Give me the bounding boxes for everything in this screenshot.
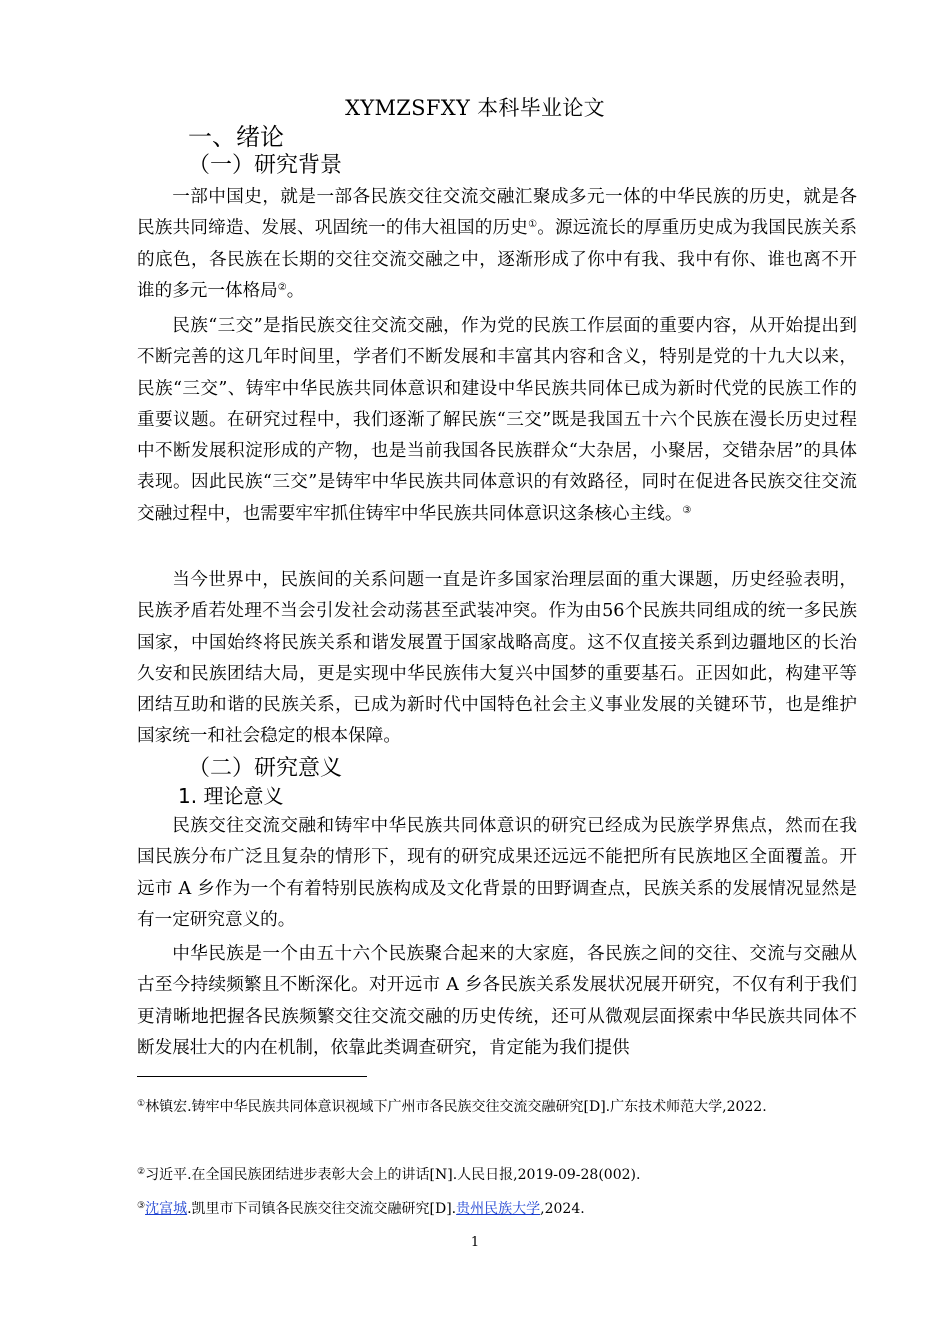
page-number: 1	[470, 1235, 480, 1250]
paragraph-significance-2: 中华民族是一个由五十六个民族聚合起来的大家庭，各民族之间的交往、交流与交融从古至今持续频繁且不断深化。对开远市 A 乡各民族关系发展状况展开研究，不仅有利于我们更清晰地把握各民族频繁交往交流交融的历史传统，还可从微观层面探索中华民族共同体不断发展壮大的内在机制，依靠此类调查研究，肯定能为我们提供	[137, 944, 857, 1058]
footnote-3: ③沈富城.凯里市下司镇各民族交往交流交融研究[D].贵州民族大学,2024.	[137, 1201, 585, 1217]
page-header: XYMZSFXY 本科毕业论文	[345, 96, 605, 120]
paragraph-significance-1: 民族交往交流交融和铸牢中华民族共同体意识的研究已经成为民族学界焦点，然而在我国民族分布广泛且复杂的情形下，现有的研究成果还远远不能把所有民族地区全面覆盖。开远市 A 乡作为一个有着特别民族构成及文化背景的田野调查点，民族关系的发展情况显然是有一定研究意义的。	[137, 816, 857, 930]
author-link[interactable]: 沈富城	[145, 1201, 188, 1217]
section-heading-significance: （二）研究意义	[188, 756, 343, 781]
footnote-1: ①林镇宏.铸牢中华民族共同体意识视域下广州市各民族交往交流交融研究[D].广东技术师范大学,2022.	[137, 1099, 767, 1115]
school-link[interactable]: 贵州民族大学	[456, 1201, 541, 1217]
footnote-separator	[137, 1076, 367, 1077]
footnote-ref-1[interactable]: ①	[528, 219, 538, 231]
paragraph-background-2: 民族“三交”是指民族交往交流交融，作为党的民族工作层面的重要内容，从开始提出到不断完善的这几年时间里，学者们不断发展和丰富其内容和含义，特别是党的十九大以来，民族“三交”、铸牢中华民族共同体意识和建设中华民族共同体已成为新时代党的民族工作的重要议题。在研究过程中，我们逐渐了解民族“三交”既是我国五十六个民族在漫长历史过程中不断发展积淀形成的产物，也是当前我国各民族群众“大杂居，小聚居，交错杂居”的具体表现。因此民族“三交”是铸牢中华民族共同体意识的有效路径，同时在促进各民族交往交流交融过程中，也需要牢牢抓住铸牢中华民族共同体意识这条核心主线。③	[137, 316, 857, 524]
paragraph-background-3: 当今世界中，民族间的关系问题一直是许多国家治理层面的重大课题，历史经验表明，民族矛盾若处理不当会引发社会动荡甚至武装冲突。作为由56个民族共同组成的统一多民族国家，中国始终将民族关系和谐发展置于国家战略高度。这不仅直接关系到边疆地区的长治久安和民族团结大局，更是实现中华民族伟大复兴中国梦的重要基石。正因如此，构建平等团结互助和谐的民族关系，已成为新时代中国特色社会主义事业发展的关键环节，也是维护国家统一和社会稳定的根本保障。	[137, 570, 857, 747]
footnote-ref-2[interactable]: ②	[277, 281, 287, 293]
footnote-ref-3[interactable]: ③	[682, 504, 692, 516]
footnote-2: ②习近平.在全国民族团结进步表彰大会上的讲话[N].人民日报,2019-09-28(002).	[137, 1167, 641, 1183]
section-heading-background: （一）研究背景	[188, 153, 343, 178]
subsection-heading-theory: 1. 理论意义	[178, 784, 284, 808]
chapter-heading: 一、绪论	[188, 123, 284, 151]
paragraph-background-1: 一部中国史，就是一部各民族交往交流交融汇聚成多元一体的中华民族的历史，就是各民族共同缔造、发展、巩固统一的伟大祖国的历史①。源远流长的厚重历史成为我国民族关系的底色，各民族在长期的交往交流交融之中，逐渐形成了你中有我、我中有你、谁也离不开谁的多元一体格局②。	[137, 187, 857, 301]
